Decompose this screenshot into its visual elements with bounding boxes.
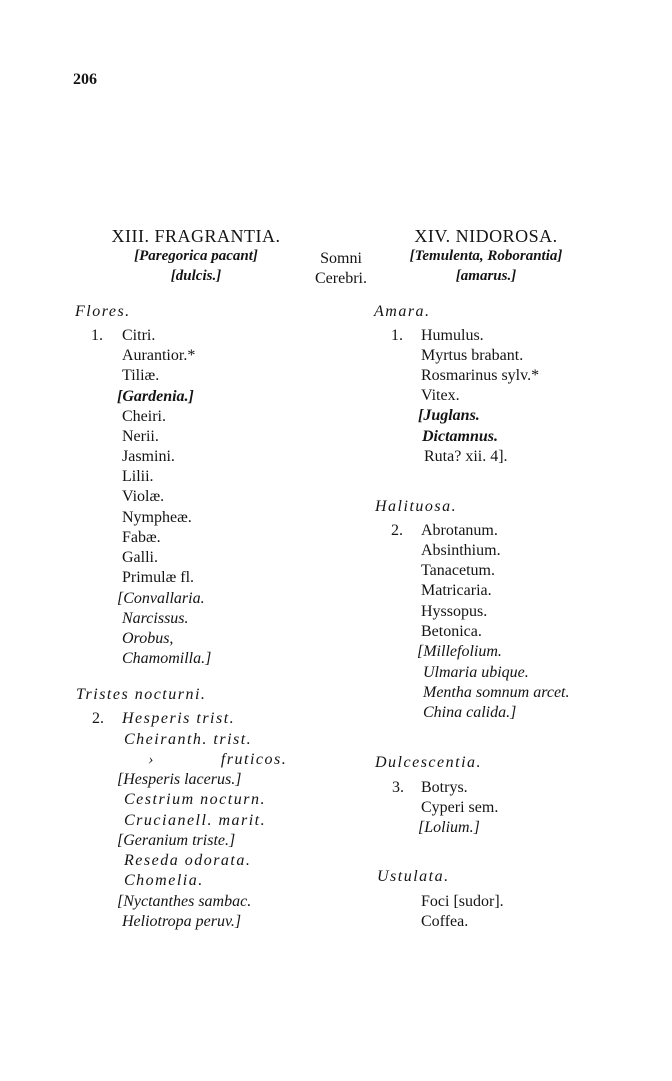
list-item: Humulus. — [421, 327, 484, 344]
list-item: Rosmarinus sylv.* — [421, 367, 540, 384]
list-item: Narcissus. — [122, 610, 189, 627]
list-item: Ruta? xii. 4]. — [424, 448, 508, 465]
category-number: 2. — [92, 710, 104, 727]
list-item: Vitex. — [421, 387, 460, 404]
left-heading — [96, 226, 296, 286]
right-subtitle-2: [amarus.] — [455, 268, 517, 284]
list-item: [Nyctanthes sambac. — [117, 893, 252, 910]
list-item: › fruticos. — [148, 751, 288, 768]
left-subtitle-2: [dulcis.] — [170, 268, 222, 284]
list-item: Orobus, — [122, 630, 174, 647]
list-item: Tanacetum. — [421, 562, 495, 579]
list-item: Chamomilla.] — [122, 650, 212, 667]
category-number: 1. — [91, 327, 103, 344]
list-item: [Hesperis lacerus.] — [117, 771, 242, 788]
list-item: Reseda odorata. — [124, 852, 252, 869]
left-subtitle-1: [Paregorica pacant] — [134, 248, 258, 264]
list-item: Betonica. — [421, 623, 482, 640]
middle-line-1: Somni — [320, 250, 362, 267]
category-heading: Ustulata. — [377, 868, 450, 885]
list-item: [Juglans. — [418, 407, 480, 424]
list-item: Cheiri. — [122, 408, 166, 425]
category-heading: Dulcescentia. — [375, 754, 483, 771]
list-item: Abrotanum. — [421, 522, 498, 539]
list-item: Hyssopus. — [421, 603, 488, 620]
list-item: Dictamnus. — [422, 428, 499, 445]
list-item: Cestrium nocturn. — [124, 791, 266, 808]
list-item: Fabæ. — [122, 529, 161, 546]
category-number: 3. — [392, 779, 404, 796]
list-item: Nerii. — [122, 428, 159, 445]
list-item: [Geranium triste.] — [117, 832, 236, 849]
list-item: Nympheæ. — [122, 509, 192, 526]
page-number: 206 — [73, 71, 97, 88]
list-item: Tiliæ. — [122, 367, 160, 384]
list-item: Absinthium. — [421, 542, 501, 559]
category-heading: Tristes nocturni. — [76, 686, 207, 703]
category-heading: Halituosa. — [375, 498, 458, 515]
left-title: XIII. FRAGRANTIA. — [111, 226, 281, 246]
category-number: 2. — [391, 522, 403, 539]
list-item: Foci [sudor]. — [421, 893, 504, 910]
list-item: Citri. — [122, 327, 156, 344]
list-item: Cyperi sem. — [421, 799, 499, 816]
list-item: Galli. — [122, 549, 158, 566]
list-item: [Gardenia.] — [117, 388, 194, 405]
list-item: Botrys. — [421, 779, 468, 796]
right-subtitle-1: [Temulenta, Roborantia] — [409, 248, 563, 264]
list-item: Lilii. — [122, 468, 154, 485]
list-item: Crucianell. marit. — [124, 812, 267, 829]
middle-heading — [300, 249, 382, 289]
category-heading: Amara. — [374, 303, 431, 320]
list-item: [Convallaria. — [117, 590, 205, 607]
list-item: Aurantior.* — [122, 347, 196, 364]
list-item: Jasmini. — [122, 448, 175, 465]
list-item: Myrtus brabant. — [421, 347, 524, 364]
list-item: Primulæ fl. — [122, 569, 195, 586]
list-item: [Lolium.] — [418, 819, 480, 836]
list-item: Matricaria. — [421, 582, 492, 599]
category-heading: Flores. — [75, 303, 131, 320]
list-item: Heliotropa peruv.] — [122, 913, 242, 930]
list-item: Cheiranth. trist. — [124, 731, 253, 748]
right-heading — [386, 226, 586, 286]
list-item: Chomelia. — [124, 872, 204, 889]
list-item: China calida.] — [423, 704, 517, 721]
list-item: [Millefolium. — [417, 643, 502, 660]
list-item: Coffea. — [421, 913, 469, 930]
category-number: 1. — [391, 327, 403, 344]
list-item: Ulmaria ubique. — [423, 664, 529, 681]
right-title: XIV. NIDOROSA. — [414, 226, 558, 246]
list-item: Hesperis trist. — [122, 710, 236, 727]
middle-line-2: Cerebri. — [315, 270, 367, 287]
list-item: Violæ. — [122, 488, 165, 505]
list-item: Mentha somnum arcet. — [423, 684, 570, 701]
